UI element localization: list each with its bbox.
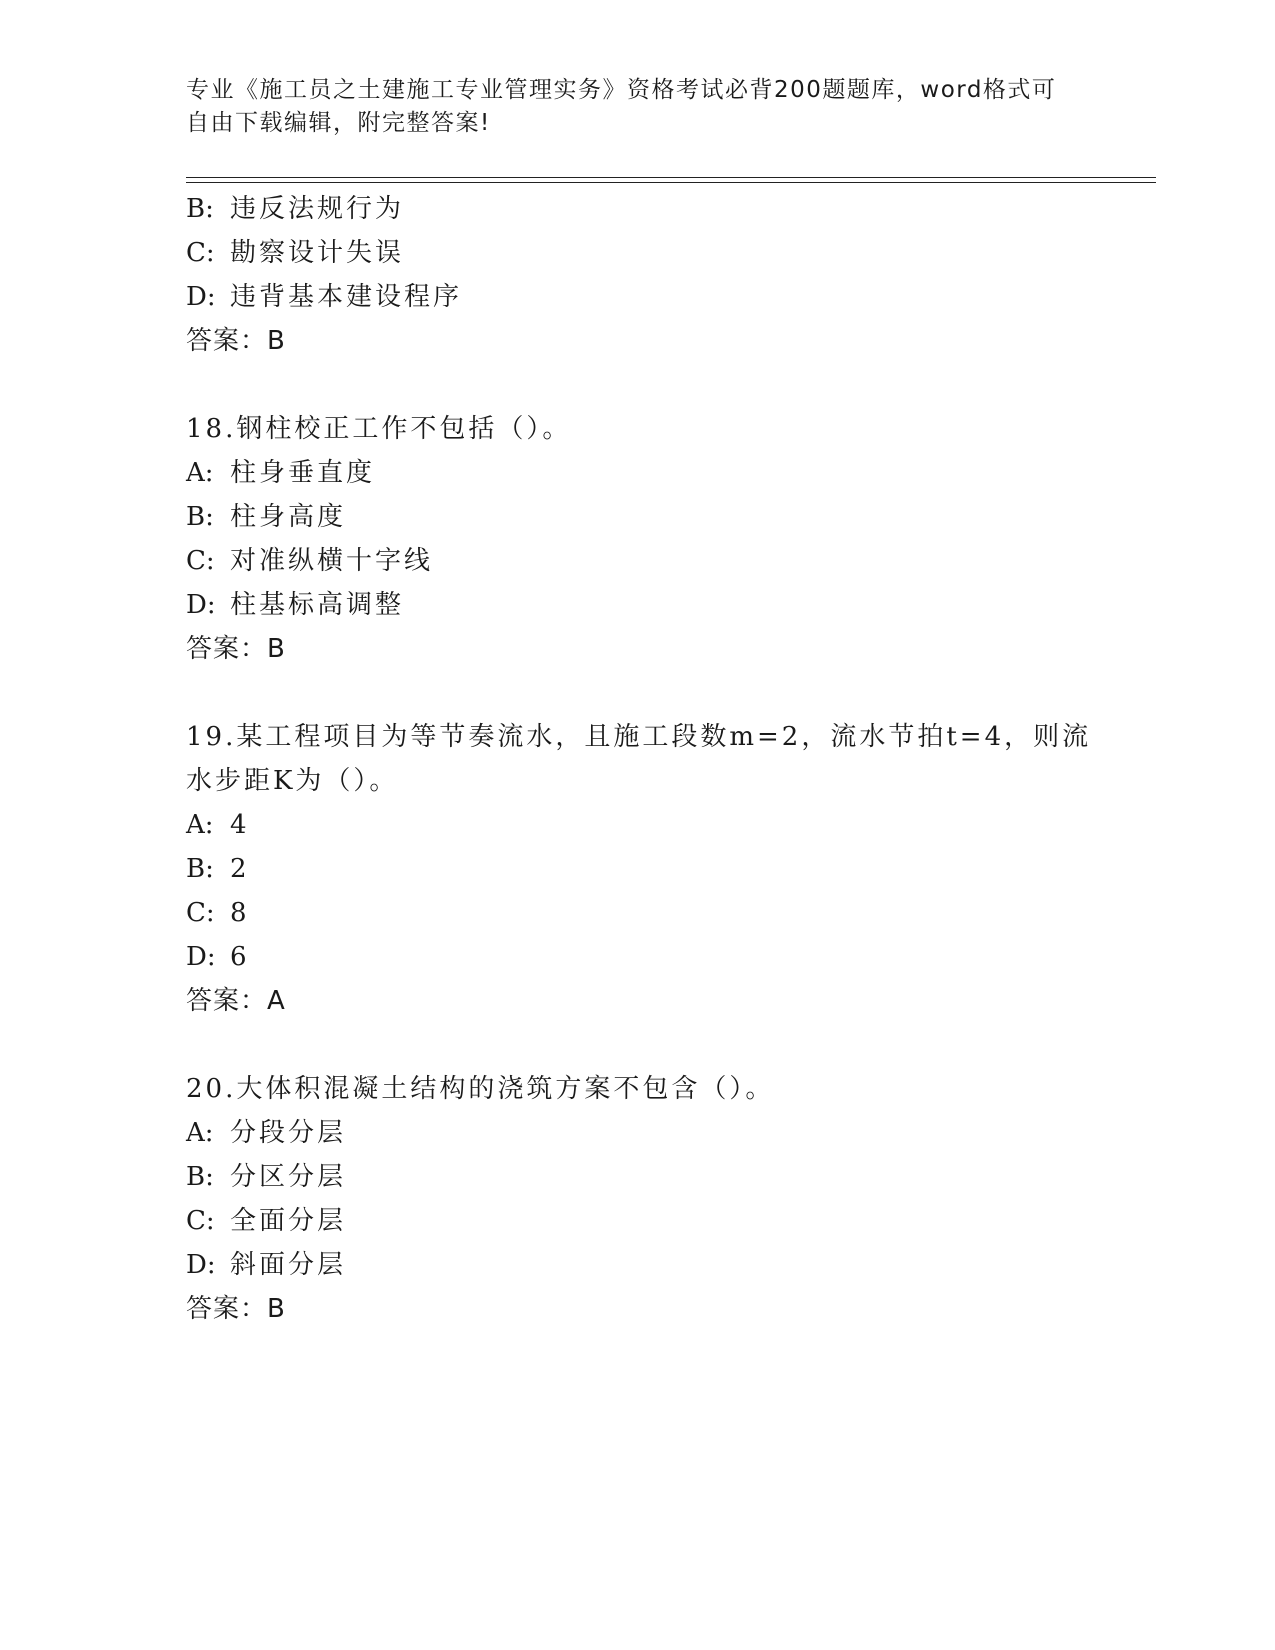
answer-q19: 答案：A: [186, 986, 286, 1016]
option-q17-b: [186, 192, 404, 226]
option-q20-d: [186, 1248, 346, 1282]
question-18: 18.钢柱校正工作不包括（）。: [186, 414, 572, 444]
option-text: 斜面分层: [230, 1250, 347, 1280]
option-label: C:: [186, 1206, 215, 1236]
option-text: 4: [230, 810, 250, 840]
option-q20-b: [186, 1160, 346, 1194]
option-text: 全面分层: [230, 1206, 347, 1236]
option-q17-c: [186, 236, 404, 270]
header-line-2: 自由下载编辑，附完整答案!: [186, 110, 491, 136]
option-q19-d: [186, 940, 250, 974]
header-divider-bottom: [186, 182, 1156, 183]
option-label: C:: [186, 546, 215, 576]
option-label: A:: [186, 458, 214, 488]
option-text: 对准纵横十字线: [230, 546, 434, 576]
option-label: A:: [186, 810, 214, 840]
option-q17-d: [186, 280, 462, 314]
option-label: C:: [186, 238, 215, 268]
option-text: 6: [230, 942, 250, 972]
answer-q17: 答案：B: [186, 326, 286, 356]
option-q18-c: [186, 544, 433, 578]
answer-q18: 答案：B: [186, 634, 286, 664]
option-text: 柱身垂直度: [230, 458, 376, 488]
option-text: 柱身高度: [230, 502, 347, 532]
option-label: D:: [186, 942, 216, 972]
question-20: 20.大体积混凝土结构的浇筑方案不包含（）。: [186, 1074, 775, 1104]
option-q18-b: [186, 500, 346, 534]
option-text: 勘察设计失误: [230, 238, 405, 268]
option-q18-d: [186, 588, 404, 622]
option-text: 2: [230, 854, 250, 884]
option-text: 分段分层: [230, 1118, 347, 1148]
option-label: B:: [186, 854, 214, 884]
header-divider-top: [186, 177, 1156, 178]
header-line-1: 专业《施工员之土建施工专业管理实务》资格考试必背200题题库，word格式可: [186, 77, 1057, 103]
option-text: 违反法规行为: [230, 194, 405, 224]
option-text: 分区分层: [230, 1162, 347, 1192]
question-19-line-1: 19.某工程项目为等节奏流水，且施工段数m=2，流水节拍t=4，则流: [186, 722, 1092, 752]
option-label: D:: [186, 1250, 216, 1280]
option-q20-c: [186, 1204, 346, 1238]
option-q19-c: [186, 896, 250, 930]
option-text: 8: [230, 898, 250, 928]
option-q20-a: [186, 1116, 346, 1150]
option-text: 柱基标高调整: [230, 590, 405, 620]
option-label: B:: [186, 502, 214, 532]
option-label: D:: [186, 590, 216, 620]
document-header: [186, 74, 1066, 140]
option-q18-a: [186, 456, 375, 490]
option-text: 违背基本建设程序: [230, 282, 463, 312]
option-label: D:: [186, 282, 216, 312]
question-19-line-2: 水步距K为（）。: [186, 766, 399, 796]
answer-q20: 答案：B: [186, 1294, 286, 1324]
option-label: B:: [186, 1162, 214, 1192]
option-label: A:: [186, 1118, 214, 1148]
option-label: C:: [186, 898, 215, 928]
option-q19-b: [186, 852, 250, 886]
option-q19-a: [186, 808, 250, 842]
option-label: B:: [186, 194, 214, 224]
